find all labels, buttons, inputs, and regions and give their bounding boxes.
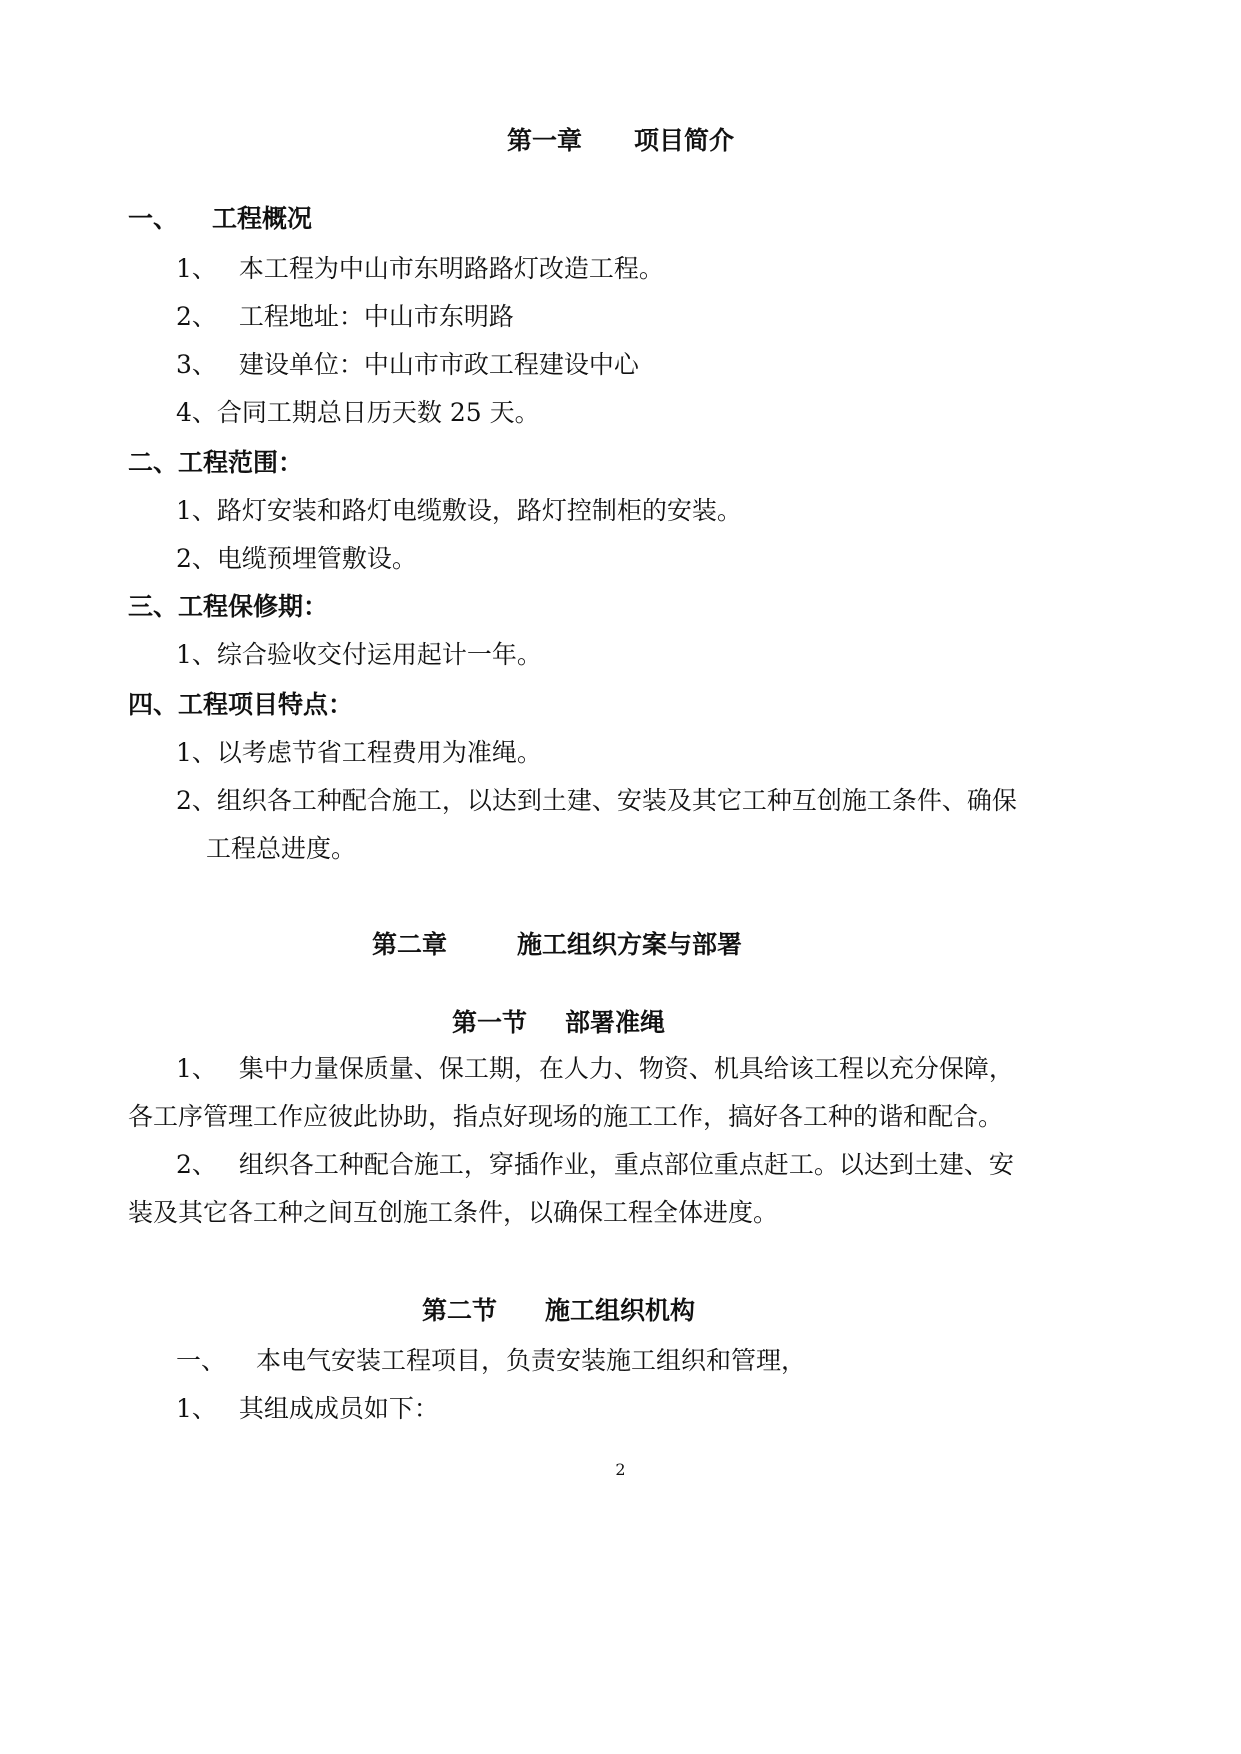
list-item-number: 3、 [176,350,217,379]
list-item: 2、电缆预埋管敷设。 [176,544,417,573]
paragraph-line [176,1150,1014,1180]
list-item-continuation: 工程总进度。 [206,834,357,863]
list-item-text: 本工程为中山市东明路路灯改造工程。 [238,254,664,283]
list-item: 1、路灯安装和路灯电缆敷设，路灯控制柜的安装。 [176,496,742,525]
section1-heading-text: 工程概况 [212,204,313,233]
list-item-number: 1、 [176,254,217,283]
list-item-number: 2、 [176,302,217,331]
paragraph-line [176,1054,1014,1084]
chapter1-number: 第一章 [506,126,582,155]
list-item-text: 其组成成员如下： [238,1394,439,1423]
paragraph-line: 各工序管理工作应彼此协助，指点好现场的施工工作，搞好各工种的谐和配合。 [128,1102,1004,1131]
section1-heading-number: 一、 [128,204,179,233]
section-title-text: 部署准绳 [565,1008,666,1037]
section-title-text: 施工组织机构 [545,1296,696,1325]
list-item: 1、以考虑节省工程费用为准绳。 [176,738,542,767]
list-item-text: 工程地址：中山市东明路 [238,302,514,331]
list-item-number: 一、 [176,1346,227,1375]
list-item [176,1346,806,1376]
section-title [452,1008,665,1038]
list-item [176,1394,439,1424]
paragraph-text: 组织各工种配合施工，穿插作业，重点部位重点赶工。以达到土建、安 [238,1150,1014,1179]
list-item [176,302,514,332]
section-number: 第二节 [422,1296,498,1325]
list-item-number: 1、 [176,1394,217,1423]
section2-heading: 二、工程范围： [128,448,304,477]
section-number: 第一节 [452,1008,528,1037]
list-item-text: 建设单位：中山市市政工程建设中心 [238,350,639,379]
list-item: 2、组织各工种配合施工，以达到土建、安装及其它工种互创施工条件、确保 [176,786,1017,815]
paragraph-text: 集中力量保质量、保工期，在人力、物资、机具给该工程以充分保障， [238,1054,1014,1083]
paragraph-number: 2、 [176,1150,217,1179]
chapter2-title-text: 施工组织方案与部署 [517,930,743,959]
paragraph-line: 装及其它各工种之间互创施工条件，以确保工程全体进度。 [128,1198,779,1227]
section4-heading: 四、工程项目特点： [128,690,354,719]
list-item [176,350,639,380]
section1-heading [128,204,312,234]
chapter2-number: 第二章 [372,930,448,959]
paragraph-number: 1、 [176,1054,217,1083]
chapter1-title-text: 项目简介 [634,126,735,155]
chapter2-title [372,930,742,960]
section-title [422,1296,695,1326]
list-item-text: 本电气安装工程项目，负责安装施工组织和管理， [256,1346,807,1375]
section3-heading: 三、工程保修期： [128,592,329,621]
list-item: 4、合同工期总日历天数 25 天。 [176,398,540,427]
page-number: 2 [615,1460,626,1479]
list-item [176,254,664,284]
list-item: 1、综合验收交付运用起计一年。 [176,640,542,669]
chapter1-title [0,126,1241,156]
